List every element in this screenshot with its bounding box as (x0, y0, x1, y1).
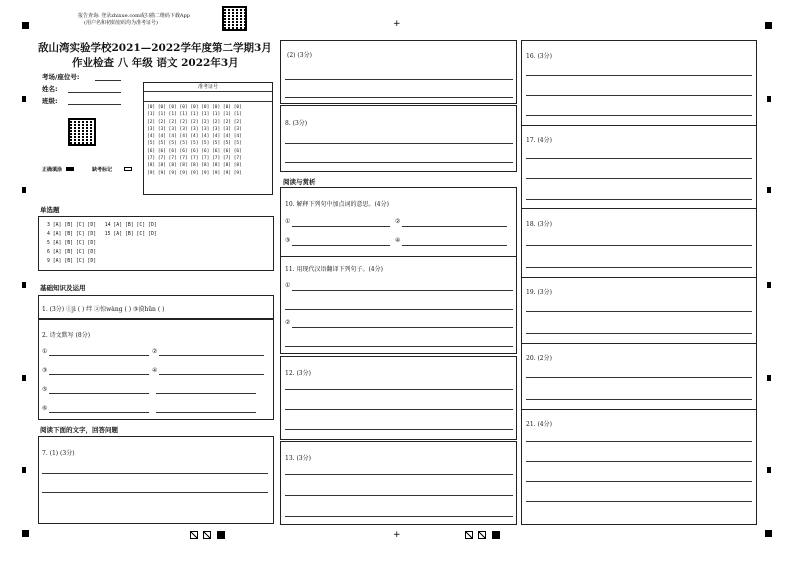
q7-2-answer-line[interactable] (285, 97, 513, 98)
q7-answer-line[interactable] (42, 492, 268, 493)
timing-mark (767, 187, 771, 193)
timing-mark (22, 375, 26, 381)
page-mark (492, 531, 500, 539)
q12-answer-line[interactable] (285, 409, 513, 410)
q10-text: 10. 解释下列句中加点词的意思。(4分) (285, 201, 389, 208)
q7-2-text: (2) (3分) (287, 52, 312, 59)
q8-text: 8. (3分) (285, 120, 308, 127)
q18-text: 18. (3分) (526, 221, 552, 228)
q21-answer-line[interactable] (526, 441, 752, 442)
room-field[interactable] (95, 80, 121, 81)
q2-mark-5: ⑤ (42, 386, 48, 393)
page-mark (217, 531, 225, 539)
qr-code (222, 6, 247, 31)
q2-answer-6[interactable] (49, 412, 149, 413)
q20-answer-line[interactable] (526, 399, 752, 400)
timing-mark (22, 467, 26, 473)
q10-answer-2[interactable] (402, 226, 507, 227)
timing-mark (765, 530, 772, 537)
admission-header: 准考证号 (144, 83, 272, 92)
page-mark (190, 531, 198, 539)
choice-box (38, 216, 274, 271)
registration-cross: + (393, 530, 401, 540)
q11-answer-1[interactable] (292, 290, 513, 291)
q12-box (280, 356, 517, 440)
choice-row[interactable]: 6 [A] [B] [C] [D] (47, 250, 97, 255)
q7-text: 7. (1) (3分) (42, 450, 75, 457)
q20-text: 20. (2分) (526, 355, 552, 362)
q11-text: 11. 用现代汉语翻译下列句子。(4分) (285, 266, 383, 273)
q12-answer-line[interactable] (285, 429, 513, 430)
class-label: 班级: (42, 97, 58, 105)
q12-text: 12. (3分) (285, 370, 311, 377)
q19-answer-line[interactable] (526, 311, 752, 312)
q2-answer-2[interactable] (159, 355, 264, 356)
q2-answer-3[interactable] (49, 374, 149, 375)
divider (522, 277, 756, 278)
q18-answer-line[interactable] (526, 245, 752, 246)
registration-cross: + (393, 19, 401, 29)
choice-rows[interactable] (47, 221, 157, 266)
q10-answer-1[interactable] (292, 226, 390, 227)
timing-mark (767, 282, 771, 288)
q21-answer-line[interactable] (526, 501, 752, 502)
q17-answer-line[interactable] (526, 178, 752, 179)
section-choice: 单选题 (40, 206, 60, 214)
q13-answer-line[interactable] (285, 516, 513, 517)
q21-text: 21. (4分) (526, 421, 552, 428)
q21-answer-line[interactable] (526, 461, 752, 462)
q11-answer-2b[interactable] (285, 346, 513, 347)
q20-answer-line[interactable] (526, 377, 752, 378)
q11-mark-1: ① (285, 282, 291, 289)
timing-mark (22, 530, 29, 537)
q8-answer-line[interactable] (285, 143, 513, 144)
q1-text: 1. (3分) ①jì ( ) 绊 ②惊wàng ( ) ③漠hūn ( ) (42, 306, 165, 313)
q2-text: 2. 诗文默写 (8分) (42, 332, 91, 339)
name-field[interactable] (68, 92, 121, 93)
admission-number-grid (143, 82, 273, 195)
q17-answer-line[interactable] (526, 158, 752, 159)
timing-mark (765, 22, 772, 29)
q16-answer-line[interactable] (526, 95, 752, 96)
q19-answer-line[interactable] (526, 333, 752, 334)
choice-row[interactable]: 5 [A] [B] [C] [D] (47, 241, 97, 246)
choice-row[interactable]: 9 [A] [B] [C] [D] (47, 259, 97, 264)
q8-box (280, 105, 517, 172)
divider (522, 125, 756, 126)
q13-text: 13. (3分) (285, 455, 311, 462)
q2-mark-6: ⑥ (42, 405, 48, 412)
name-label: 姓名: (42, 85, 58, 93)
timing-mark (767, 467, 771, 473)
q10-mark-3: ③ (285, 237, 291, 244)
divider (522, 208, 756, 209)
timing-mark (767, 96, 771, 102)
q7-2-box (280, 40, 517, 104)
timing-mark (22, 96, 26, 102)
q2-answer-5[interactable] (49, 393, 149, 394)
timing-mark (22, 22, 29, 29)
page-mark (478, 531, 486, 539)
q2-answer-6b[interactable] (156, 412, 256, 413)
q2-answer-4[interactable] (159, 374, 264, 375)
q11-answer-1b[interactable] (285, 309, 513, 310)
q10-11-box (280, 187, 517, 354)
q16-answer-line[interactable] (526, 115, 752, 116)
q12-answer-line[interactable] (285, 389, 513, 390)
q10-mark-2: ② (395, 218, 401, 225)
q2-answer-5b[interactable] (156, 393, 256, 394)
admission-write-row[interactable] (144, 92, 272, 102)
timing-mark (22, 187, 26, 193)
q2-mark-2: ② (152, 348, 158, 355)
admission-bubbles[interactable]: [0] [0] [0] [0] [0] [0] [0] [0] [0] [1] [1] [1] [1] [1] [1] [1] [1] [1] [2] [2] [2] [2] [2] [2] [2] [2] [2] [3] [3] [3] [3] [3] [3] [3] [3] [3] [4] [4] [4] [4] [4] [4] [4] [4] [4] [5] [5] [5] [5] [5] [5] [5] [5] [5] [6] [6] [6] [6] [6] [6] [6] [6] [6] [7] [7] [7] [7] [7] [7] [7] [7] [7] [8] [8] [8] [8] [8] [8] [8] [8] [8] [9] [9] [9] [9] [9] [9] [9] [9] [9] (147, 105, 242, 176)
q11-answer-2[interactable] (292, 327, 513, 328)
q1-box (38, 295, 274, 319)
page-mark (465, 531, 473, 539)
room-label: 考场/座位号: (42, 73, 80, 81)
q10-answer-4[interactable] (402, 245, 507, 246)
section-reading-text: 阅读下面的文字，回答问题 (40, 426, 118, 434)
class-field[interactable] (68, 104, 121, 105)
correct-fill-sample (66, 167, 74, 171)
exam-subtitle: 作业检查 八 年级 语文 2022年3月 (72, 57, 239, 69)
q2-mark-4: ④ (152, 367, 158, 374)
section-basics: 基础知识及运用 (40, 284, 86, 292)
q13-answer-line[interactable] (285, 474, 513, 475)
absent-mark-label: 缺考标记 (92, 167, 113, 173)
q17-text: 17. (4分) (526, 137, 552, 144)
report-note-sub: (用户名和初始密码均为准考证号) (84, 20, 158, 26)
correct-fill-label: 正确填涂 (42, 167, 63, 173)
section-reading: 阅读与赏析 (283, 178, 316, 186)
absent-mark-box[interactable] (124, 167, 132, 171)
student-qr-code (68, 118, 96, 146)
right-column-box (521, 40, 757, 525)
q16-text: 16. (3分) (526, 53, 552, 60)
q17-answer-line[interactable] (526, 199, 752, 200)
timing-mark (767, 375, 771, 381)
q2-answer-1[interactable] (49, 355, 149, 356)
page-mark (203, 531, 211, 539)
q7-2-answer-line[interactable] (285, 79, 513, 80)
q10-mark-1: ① (285, 218, 291, 225)
report-note: 报告查询: 登录zhixue.com或扫描二维码下载App (78, 13, 190, 19)
q21-answer-line[interactable] (526, 481, 752, 482)
q7-answer-line[interactable] (42, 473, 268, 474)
choice-row[interactable]: 3 [A] [B] [C] [D] 14 [A] [B] [C] [D] (47, 223, 157, 228)
q8-answer-line[interactable] (285, 162, 513, 163)
divider (281, 256, 516, 257)
q13-box (280, 441, 517, 525)
divider (522, 343, 756, 344)
q2-mark-1: ① (42, 348, 48, 355)
q13-answer-line[interactable] (285, 495, 513, 496)
q11-mark-2: ② (285, 319, 291, 326)
q18-answer-line[interactable] (526, 267, 752, 268)
q10-answer-3[interactable] (292, 245, 390, 246)
timing-mark (22, 282, 26, 288)
q16-answer-line[interactable] (526, 75, 752, 76)
q7-box (38, 436, 274, 524)
choice-row[interactable]: 4 [A] [B] [C] [D] 15 [A] [B] [C] [D] (47, 232, 157, 237)
exam-title: 敌山湾实验学校2021—2022学年度第二学期3月 (38, 42, 272, 54)
q19-text: 19. (3分) (526, 289, 552, 296)
q2-mark-3: ③ (42, 367, 48, 374)
divider (522, 409, 756, 410)
q2-box (38, 319, 274, 420)
q10-mark-4: ④ (395, 237, 401, 244)
